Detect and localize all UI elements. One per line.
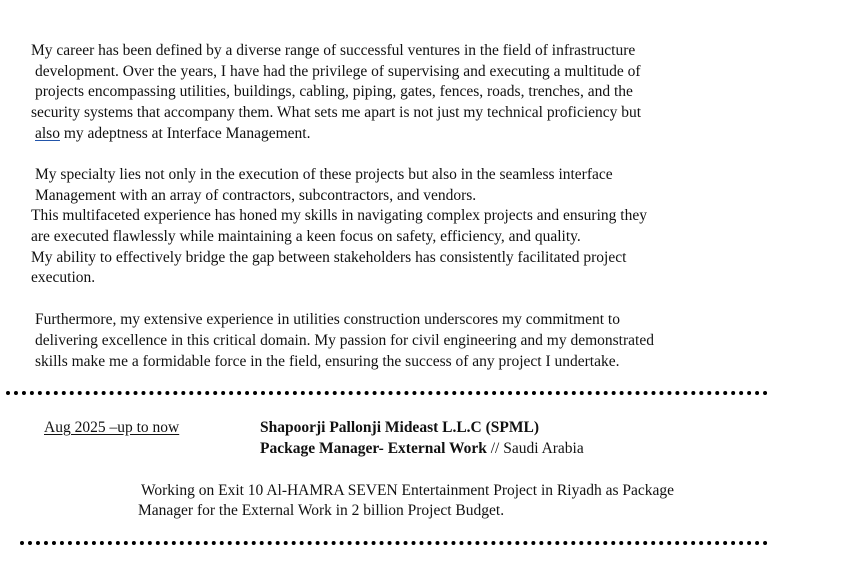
summary-line: skills make me a formidable force in the field, ensuring the success of any project I undertake. — [35, 353, 620, 370]
summary-line: delivering excellence in this critical domain. My passion for civil engineering and my demonstrated — [35, 332, 654, 349]
summary-line: Furthermore, my extensive experience in utilities construction underscores my commitment to — [35, 311, 620, 328]
company-name: Shapoorji Pallonji Mideast L.L.C (SPML) — [260, 419, 540, 436]
job-role: Package Manager- External Work — [260, 440, 487, 457]
job-title-line — [260, 438, 584, 459]
summary-line-rest: my adeptness at Interface Management. — [59, 125, 311, 142]
summary-line: projects encompassing utilities, buildings, cabling, piping, gates, fences, roads, trenches, and the — [35, 83, 633, 100]
summary-line: My career has been defined by a diverse range of successful ventures in the field of infrastructure — [31, 42, 636, 59]
summary-line: development. Over the years, I have had the privilege of supervising and executing a multitude of — [35, 63, 641, 80]
job-description-line: Working on Exit 10 Al-HAMRA SEVEN Entertainment Project in Riyadh as Package — [141, 482, 674, 499]
summary-line: This multifaceted experience has honed my skills in navigating complex projects and ensuring they — [31, 207, 647, 224]
section-divider — [20, 541, 768, 545]
spellcheck-word: also — [35, 125, 60, 142]
summary-line: Management with an array of contractors, subcontractors, and vendors. — [35, 187, 477, 204]
job-description-line: Manager for the External Work in 2 billion Project Budget. — [138, 502, 505, 519]
summary-line-last — [35, 123, 310, 144]
summary-line: My specialty lies not only in the execution of these projects but also in the seamless interface — [35, 166, 613, 183]
job-period: Aug 2025 –up to now — [44, 419, 180, 436]
summary-line: My ability to effectively bridge the gap between stakeholders has consistently facilitated project — [31, 249, 627, 266]
summary-line: are executed flawlessly while maintaining a keen focus on safety, efficiency, and quality. — [31, 228, 581, 245]
summary-line: security systems that accompany them. What sets me apart is not just my technical proficiency but — [31, 104, 642, 121]
job-location: // Saudi Arabia — [486, 440, 584, 457]
section-divider — [6, 391, 768, 395]
summary-line: execution. — [31, 269, 96, 286]
